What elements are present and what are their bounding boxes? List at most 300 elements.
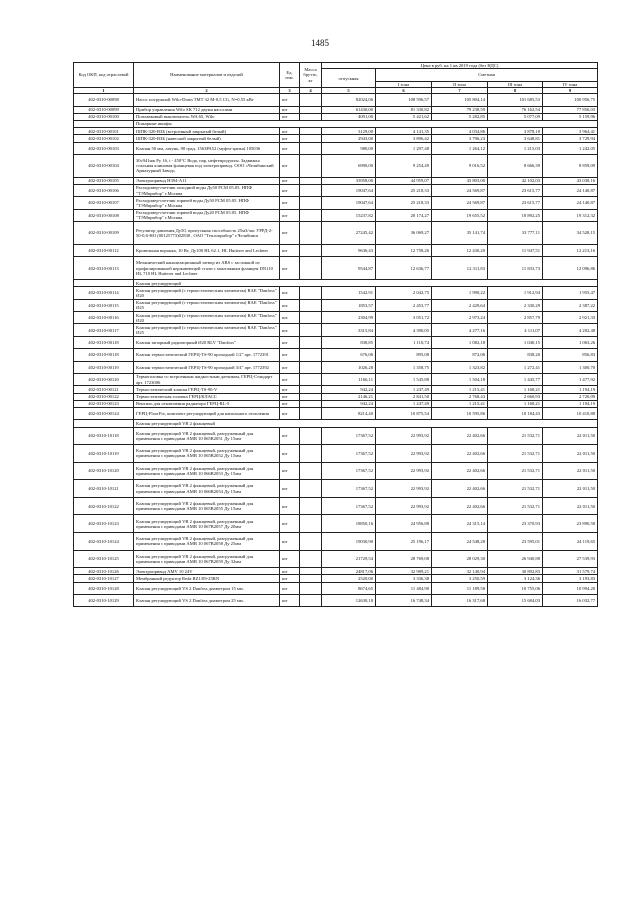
zone-2-price: 1 264,12 [432,142,488,154]
material-name: Клапан запорный радиаторный Ø20 RLV "Danfoss" [134,336,280,348]
zone-1-price: 4 141,35 [376,128,432,135]
unit-cell: шт [280,386,300,393]
mass-cell [300,407,322,419]
zone-3-price: 838,20 [488,349,543,361]
material-name: ШПК-320-ВЗБ (навесной закрытый белый) [134,135,280,142]
unit-cell: шт [280,349,300,361]
zone-1-price: 24 956,88 [376,515,432,533]
release-price: 3315,84 [322,324,376,336]
column-index: 6 [376,88,432,94]
release-price: 19047,64 [322,184,376,196]
release-price: 3129,00 [322,128,376,135]
material-code: 402-0310-00119 [74,361,134,373]
material-code: 402-0310-00120 [74,373,134,385]
table-row [74,386,598,393]
zone-4-price: 1 194,19 [543,386,598,393]
material-code: 402-0310-00099 [74,106,134,113]
zone-4-price: 27 539,93 [543,550,598,568]
unit-cell: шт. [280,287,300,299]
mass-cell [300,222,322,245]
zone-2-price: 4 034,86 [432,128,488,135]
zone-2-price: 2 768,43 [432,393,488,400]
release-price: 942,24 [322,386,376,393]
mass-cell [300,400,322,407]
material-name: Клапан регулирующий VB 2 фланцевый, разгруженный для применения с приводами AMB 10 067B2057 Ду 20мм [134,515,280,533]
header-zone-3: III зона [488,81,543,87]
zone-1-price: 895,08 [376,349,432,361]
material-code: 402-0310-00103 [74,142,134,154]
zone-4-price: 1 194,19 [543,400,598,407]
material-code: 402-0310-10121 [74,480,134,498]
zone-1-price: 22 993,92 [376,497,432,515]
table-row [74,177,598,184]
unit-cell: шт [280,515,300,533]
material-code: 402-0310-10125 [74,550,134,568]
zone-2-price: 105 804,14 [432,94,488,106]
table-row [74,407,598,419]
material-code: 402-0310-00107 [74,197,134,209]
table-row [74,324,598,336]
zone-3-price: 76 162,54 [488,106,543,113]
column-index: 4 [300,88,322,94]
zone-3-price: 8 666,39 [488,154,543,177]
zone-3-price: 1 168,21 [488,400,543,407]
material-name: Расходомер-счетчик горячей воды Ду20 РСМ 05.05. НПФ "ТЭМприбор" г.Москва [134,209,280,221]
mass-cell [300,287,322,299]
release-price: 1853,57 [322,299,376,311]
release-price: 17367,52 [322,480,376,498]
material-code: 402-0310-00118 [74,349,134,361]
zone-4-price: 12 096,86 [543,257,598,280]
zone-3-price: 11 833,73 [488,257,543,280]
group-title: Пожарные шкафы [134,120,598,127]
mass-cell [300,135,322,142]
table-row [74,154,598,177]
unit-cell: шт. [280,299,300,311]
zone-1-price: 32 989,21 [376,568,432,575]
material-name: Клапан термостатический ГЕРЦ-TS-90 проходной 3/4" арт. 1772392 [134,361,280,373]
release-price: 6990,00 [322,154,376,177]
material-name: Клапан регулирующий VB 2 фланцевый, разгруженный для применения с приводами AMB 10 066B2054 Ду 15мм [134,480,280,498]
group-title: Клапан регулирующий [134,280,598,287]
release-price: 1542,91 [322,287,376,299]
zone-2-price: 11 189,58 [432,582,488,594]
material-code: 402-0310-00102 [74,135,134,142]
table-row [74,550,598,568]
material-name: Клапан регулирующий VS 2 Danfoss диаметром 25 мм. [134,595,280,607]
table-row [74,336,598,348]
table-row [74,299,598,311]
release-price: 2520,00 [322,575,376,582]
zone-3-price: 2 857,79 [488,312,543,324]
material-code: 402-0310-00112 [74,244,134,256]
zone-1-price: 22 993,92 [376,462,432,480]
table-row [74,209,598,221]
header-zone-2: II зона [432,81,488,87]
zone-1-price: 2 042,75 [376,287,432,299]
zone-1-price: 1 247,49 [376,400,432,407]
unit-cell: шт [280,427,300,445]
release-price: 9544,87 [322,257,376,280]
zone-2-price: 43 803,00 [432,177,488,184]
material-code: 402-0310-00122 [74,393,134,400]
material-code: 402-0310-10128 [74,582,134,594]
zone-1-price: 3 336,38 [376,575,432,582]
zone-2-price: 10 595,86 [432,407,488,419]
unit-cell: шт [280,582,300,594]
zone-4-price: 3 729,94 [543,135,598,142]
release-price: 2304,99 [322,312,376,324]
mass-cell [300,445,322,463]
zone-1-price: 1 110,74 [376,336,432,348]
unit-cell: шт [280,177,300,184]
zone-3-price: 42 102,03 [488,177,543,184]
material-name: Механический канализационный затвор из ABS с заслонкой из профилированной нержавеющей стали с монтажным фланцем DN110 HL 710 HL Hutterer and Lechner [134,257,280,280]
zone-1-price: 22 993,92 [376,480,432,498]
release-price: 27245,42 [322,222,376,245]
release-price: 82024,06 [322,94,376,106]
column-index: 1 [74,88,134,94]
zone-4-price: 22 011,50 [543,427,598,445]
zone-4-price: 2 921,33 [543,312,598,324]
header-zone-4: IV зона [543,81,598,87]
mass-cell [300,533,322,551]
release-price: 2146,21 [322,393,376,400]
table-row [74,400,598,407]
mass-cell [300,480,322,498]
zone-2-price: 35 141,74 [432,222,488,245]
mass-cell [300,244,322,256]
unit-cell: шт [280,106,300,113]
table-row [74,361,598,373]
zone-4-price: 22 011,50 [543,480,598,498]
material-name: Клапан регулирующий VB 2 фланцевый, разгруженный для применения с приводами AMB 10 066B2053 Ду 15мм [134,462,280,480]
zone-4-price: 23 890,58 [543,515,598,533]
zone-4-price: 1 300,70 [543,361,598,373]
material-name: Клапан регулирующий (с термостатическим элементом) RAE "Danfoss" Ø25 [134,324,280,336]
material-name: Клапан регулирующий (с термостатическим элементом) RAE "Danfoss" Ø20 [134,287,280,299]
zone-4-price: 1 242,05 [543,142,598,154]
zone-4-price: 16 032,77 [543,595,598,607]
zone-2-price: 1 323,82 [432,361,488,373]
table-row [74,106,598,113]
release-price: 17367,52 [322,462,376,480]
mass-cell [300,154,322,177]
material-name: Клапан 50 мм, латунь, 90 град. 1563РА52 (муфта-цапка) 105036 [134,142,280,154]
zone-3-price: 21 532,71 [488,462,543,480]
release-price: 24817,06 [322,568,376,575]
zone-1-price: 1 545,88 [376,373,432,385]
zone-3-price: 1 445,77 [488,373,543,385]
release-price: 33958,00 [322,177,376,184]
unit-cell: шт [280,568,300,575]
unit-cell: шт [280,373,300,385]
zone-4-price: 24 140,87 [543,197,598,209]
header-zone-1: I зона [376,81,432,87]
zone-2-price: 1 215,41 [432,386,488,393]
zone-2-price: 24 569,87 [432,184,488,196]
material-code: 402-0310-00100 [74,113,134,120]
material-name: Клапан регулирующий (с термостатическим элементом) RAE "Danfoss" Ø25 [134,299,280,311]
zone-2-price: 3 250,59 [432,575,488,582]
mass-cell [300,299,322,311]
zone-2-price: 22 402,66 [432,445,488,463]
mass-cell [300,349,322,361]
unit-cell: шт [280,135,300,142]
zone-3-price: 23 615,77 [488,184,543,196]
table-row [74,287,598,299]
material-name: Насос погружной Wilo-Drain TMT 32 M-0,5 CG, N=0,55 кВт [134,94,280,106]
zone-3-price: 26 940,88 [488,550,543,568]
column-index: 8 [488,88,543,94]
header-mass: Масса брутто, кг [300,63,322,88]
mass-cell [300,128,322,135]
zone-1-price: 25 196,17 [376,533,432,551]
material-code: 402-0310-10126 [74,568,134,575]
zone-2-price: 79 238,59 [432,106,488,113]
release-price: 19030,90 [322,533,376,551]
zone-4-price: 10 410,88 [543,407,598,419]
zone-3-price: 5 077,09 [488,113,543,120]
material-name: Клапан регулирующий (с термостатическим элементом) RAE "Danfoss" Ø20 [134,312,280,324]
unit-cell: шт [280,533,300,551]
material-code: 402-0310-00117 [74,324,134,336]
header-release: отпускная [322,69,376,88]
mass-cell [300,106,322,113]
mass-cell [300,568,322,575]
zone-3-price: 23 370,93 [488,515,543,533]
zone-3-price: 10 755,06 [488,582,543,594]
table-row [74,373,598,385]
release-price: 18850,16 [322,515,376,533]
zone-3-price: 21 532,71 [488,445,543,463]
mass-cell [300,515,322,533]
unit-cell: шт [280,128,300,135]
zone-1-price: 3 051,72 [376,312,432,324]
mass-cell [300,595,322,607]
zone-2-price: 1 082,18 [432,336,488,348]
zone-3-price: 18 892,25 [488,209,543,221]
zone-3-price: 101 685,53 [488,94,543,106]
release-price: 838,85 [322,336,376,348]
zone-2-price: 32 140,94 [432,568,488,575]
unit-cell: шт [280,550,300,568]
header-unit: Ед. изм. [280,63,300,88]
mass-cell [300,462,322,480]
zone-1-price: 28 769,08 [376,550,432,568]
material-code: 402-0310-00115 [74,299,134,311]
table-row [74,197,598,209]
zone-4-price: 24 140,87 [543,184,598,196]
table-row [74,445,598,463]
zone-1-price: 108 596,57 [376,94,432,106]
zone-2-price: 12 311,83 [432,257,488,280]
zone-4-price: 3 193,83 [543,575,598,582]
unit-cell: шт [280,222,300,245]
table-row [74,462,598,480]
zone-3-price: 3 124,36 [488,575,543,582]
mass-cell [300,393,322,400]
zone-1-price: 44 959,07 [376,177,432,184]
zone-2-price: 28 029,30 [432,550,488,568]
material-name: Термостатический клапан ГЕРЦ-TS-90-V [134,386,280,393]
unit-cell: шт [280,197,300,209]
material-code: 402-0310-00114 [74,287,134,299]
mass-cell [300,386,322,393]
material-code: 402-0310-00105 [74,177,134,184]
table-row [74,135,598,142]
header-code: Код ОКП, код отраслевой [74,63,134,88]
zone-2-price: 24 569,87 [432,197,488,209]
release-price: 980,00 [322,142,376,154]
material-code: 402-0310-00121 [74,386,134,393]
material-code: 402-0310-00118 [74,336,134,348]
zone-3-price: 1 215,03 [488,142,543,154]
zone-1-price: 12 636,77 [376,257,432,280]
mass-cell [300,582,322,594]
mass-cell [300,312,322,324]
unit-cell: шт [280,209,300,221]
zone-1-price: 5 421,62 [376,113,432,120]
zone-1-price: 12 758,26 [376,244,432,256]
group-row [74,280,598,287]
material-name: Расходомер-счетчик горячей воды Ду50 РСМ 05.05. НПФ "ТЭМприбор" г.Москва [134,197,280,209]
mass-cell [300,209,322,221]
material-code: 402-0310-00108 [74,209,134,221]
material-code: 402-0310-00124 [74,407,134,419]
unit-cell: шт [280,480,300,498]
material-name: Электропривод Н394-А11 [134,177,280,184]
release-price: 4091,00 [322,113,376,120]
zone-1-price: 3 896,42 [376,135,432,142]
material-name: Клапан термостатический ГЕРЦ-TS-90 проходной 1/2" арт. 1772391 [134,349,280,361]
group-row [74,120,598,127]
material-name: Клапан регулирующий VB 2 фланцевый, разгруженный для применения с приводами AMB 10 065B2055 Ду 15мм [134,497,280,515]
table-row [74,427,598,445]
column-index: 9 [543,88,598,94]
zone-1-price: 20 174,27 [376,209,432,221]
unit-cell: шт [280,94,300,106]
zone-2-price: 24 548,28 [432,533,488,551]
table-row [74,257,598,280]
zone-3-price: 1 168,21 [488,386,543,393]
zone-3-price: 33 777,11 [488,222,543,245]
zone-4-price: 31 579,74 [543,568,598,575]
unit-cell: шт [280,184,300,196]
zone-4-price: 1 477,92 [543,373,598,385]
zone-4-price: 22 011,50 [543,445,598,463]
group-code-cell [74,120,134,127]
material-code: 402-0310-00106 [74,184,134,196]
zone-4-price: 12 213,16 [543,244,598,256]
zone-4-price: 22 011,50 [543,462,598,480]
unit-cell: шт [280,497,300,515]
column-index: 7 [432,88,488,94]
page-number: 1485 [311,38,329,48]
material-name: Клапан регулирующий VB 2 фланцевый, разгруженный для применения с приводами AMB 10 067B2058 Ду 25мм [134,533,280,551]
zone-4-price: 10 994,20 [543,582,598,594]
zone-2-price: 22 402,66 [432,462,488,480]
zone-3-price: 1 912,94 [488,287,543,299]
header-name: Наименование материалов и изделий [134,63,280,88]
table-row [74,94,598,106]
material-code: 402-0310-00113 [74,257,134,280]
table-row [74,312,598,324]
material-name: Клапан регулирующий VB 2 фланцевый, разгруженный для применения с приводами AMB 10 065B2052 Ду 15мм [134,445,280,463]
zone-1-price: 1 247,49 [376,386,432,393]
zone-2-price: 2 429,64 [432,299,488,311]
zone-3-price: 30 892,83 [488,568,543,575]
zone-2-price: 1 215,41 [432,400,488,407]
release-price: 17367,52 [322,445,376,463]
material-name: Клапан регулирующий VS 2 Danfoss диаметром 15 мм. [134,582,280,594]
zone-2-price: 3 796,23 [432,135,488,142]
unit-cell: шт [280,257,300,280]
group-code-cell [74,280,134,287]
zone-4-price: 34 528,15 [543,222,598,245]
zone-1-price: 2 841,50 [376,393,432,400]
zone-1-price: 1 297,48 [376,142,432,154]
zone-3-price: 3 878,18 [488,128,543,135]
zone-4-price: 77 856,03 [543,106,598,113]
zone-4-price: 1 063,26 [543,336,598,348]
unit-cell: шт [280,142,300,154]
material-code: 402-0310-10122 [74,497,134,515]
unit-cell: шт. [280,324,300,336]
material-name: ШПК-320-ВЗБ (встроенный закрытый белый) [134,128,280,135]
mass-cell [300,257,322,280]
zone-1-price: 1 358,75 [376,361,432,373]
column-index: 2 [134,88,280,94]
zone-2-price: 9 016,52 [432,154,488,177]
unit-cell: шт [280,400,300,407]
release-price: 8674,65 [322,582,376,594]
material-code: 402-0310-10127 [74,575,134,582]
zone-4-price: 5 159,96 [543,113,598,120]
material-name: Кровельная воронка, 10 Вт, Ду100 HL 62.1, HL Hutterer and Lechner [134,244,280,256]
material-name: Регулятор давления Ду50, пропускная способность 25м3/час УРРД-2-50-0,6-НО (00125773)02838 , ОАО "Теплоприбор" г.Челябинск [134,222,280,245]
zone-4-price: 43 038,16 [543,177,598,184]
zone-2-price: 16 317,68 [432,595,488,607]
zone-3-price: 21 532,71 [488,497,543,515]
material-name: Клапан регулирующий VB 2 фланцевый, разгруженный для применения с приводами AMB 10 065B2051 Ду 15мм [134,427,280,445]
zone-3-price: 2 660,93 [488,393,543,400]
zone-2-price: 1 990,22 [432,287,488,299]
zone-3-price: 4 111,07 [488,324,543,336]
zone-4-price: 2 720,09 [543,393,598,400]
release-price: 1166,11 [322,373,376,385]
material-name: Термостатическая головка ГЕРЦ/КЛАСС [134,393,280,400]
zone-4-price: 1 955,47 [543,287,598,299]
table-row [74,575,598,582]
zone-1-price: 2 453,77 [376,299,432,311]
material-code: 402-0310-00109 [74,222,134,245]
zone-4-price: 22 011,50 [543,497,598,515]
zone-3-price: 23 595,01 [488,533,543,551]
release-price: 17367,52 [322,497,376,515]
unit-cell: шт [280,393,300,400]
unit-cell: шт [280,154,300,177]
material-code: 402-0310-10120 [74,462,134,480]
zone-1-price: 10 875,54 [376,407,432,419]
material-name: Поплавковый выключатель WA 65, Wilo [134,113,280,120]
table-row [74,480,598,498]
material-code: 402-0310-00123 [74,400,134,407]
zone-2-price: 22 402,66 [432,480,488,498]
mass-cell [300,113,322,120]
table-row [74,515,598,533]
zone-2-price: 4 277,16 [432,324,488,336]
